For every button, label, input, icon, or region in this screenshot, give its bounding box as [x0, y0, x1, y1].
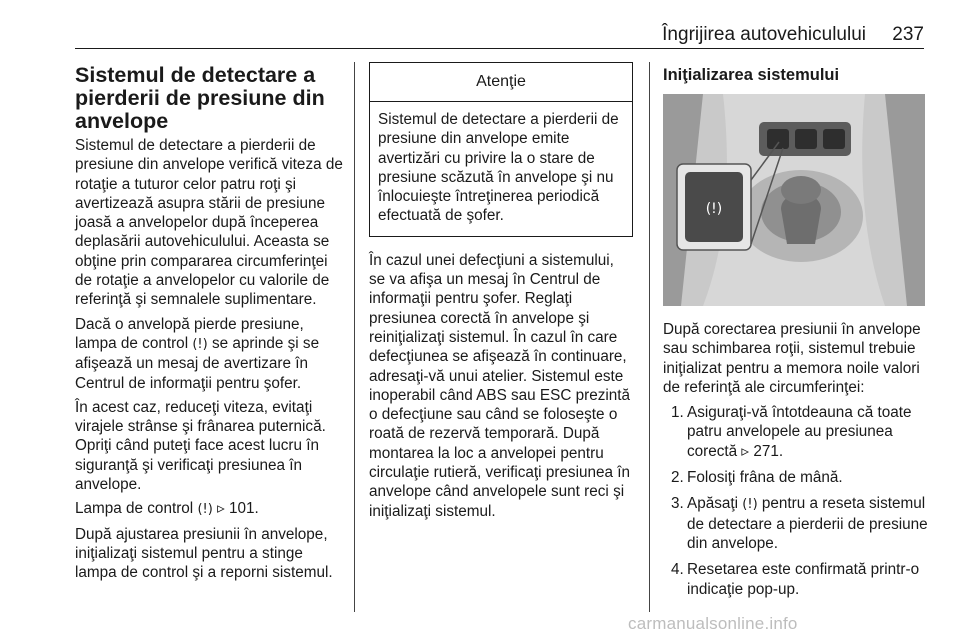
column-divider	[354, 62, 355, 612]
paragraph	[75, 315, 347, 393]
page-reference-link[interactable]: 271.	[753, 442, 784, 460]
list-item	[663, 494, 931, 553]
step-text: Asiguraţi-vă întotdeauna că toate patru anvelopele au presiunea corectă	[687, 404, 912, 460]
paragraph: După ajustarea presiunii în anvelope, iniţializaţi sistemul pentru a stinge lampa de control şi a reporni sistemul.	[75, 525, 333, 582]
paragraph-text: se aprinde şi se afişează un mesaj de avertizare în Centrul de informaţii pentru şofer.	[75, 334, 320, 392]
step-number: 3.	[671, 495, 684, 513]
step-text: Resetarea este confirmată printr-o indicaţie pop-up.	[687, 561, 920, 598]
column-divider	[649, 62, 650, 612]
page-reference-link[interactable]: 101.	[229, 500, 259, 518]
section-heading: Sistemul de detectare a pierderii de presiune din anvelope	[75, 63, 325, 133]
page-reference-icon[interactable]: ▹	[217, 500, 225, 518]
tpms-warning-icon: (!)	[192, 336, 208, 352]
paragraph: În cazul unei defecţiuni a sistemului, se va afişa un mesaj în Centrul de informaţii pentru şofer. Reglaţi presiunea corectă în anvelope şi reiniţializaţi sistemul. În cazul în care defecţiunea se afişează în continuare, adresaţi-vă unui atelier. Sistemul este inoperabil când ABS sau ESC prezintă o defecţiune sau când se foloseşte o roată de rezervă temporară. După montarea la loc a anvelopei pentru circulaţie rutieră, verificaţi presiunea în anvelope când anvelopele sunt reci şi iniţializaţi sistemul.	[369, 251, 631, 520]
paragraph-text: Lampa de control	[75, 500, 194, 518]
page-reference-icon[interactable]: ▹	[741, 442, 750, 460]
column-left	[75, 62, 347, 588]
steps-list	[663, 403, 931, 599]
section-heading: Iniţializarea sistemului	[663, 66, 840, 84]
header-title: Îngrijirea autovehiculului	[662, 24, 866, 45]
page-number: 237	[892, 24, 924, 45]
warning-box	[369, 62, 633, 237]
list-item	[663, 560, 931, 599]
paragraph	[75, 499, 347, 519]
paragraph: În acest caz, reduceţi viteza, evitaţi virajele strânse şi frânarea puternică. Opriţi când puteţi face acest lucru în siguranţă şi verificaţi presiunea în anvelope.	[75, 398, 326, 494]
list-item	[663, 403, 931, 461]
tpms-warning-icon: (!)	[742, 497, 758, 513]
column-middle	[369, 62, 633, 526]
step-number: 2.	[671, 469, 684, 487]
svg-text:(!): (!)	[705, 201, 723, 217]
step-text: Folosiţi frâna de mână.	[687, 469, 843, 487]
tpms-warning-icon: (!)	[197, 502, 213, 518]
step-text: pentru a reseta sistemul de detectare a pierderii de presiune din anvelope.	[687, 495, 928, 552]
step-number: 4.	[671, 561, 684, 579]
column-right	[663, 62, 931, 606]
step-text: Apăsaţi	[687, 495, 739, 513]
paragraph: După corectarea presiunii în anvelope sau schimbarea roţii, sistemul trebuie iniţializat pentru a memora noile valori de referinţă ale circumferinţei:	[663, 321, 921, 396]
paragraph: Sistemul de detectare a pierderii de presiune din anvelope verifică viteza de rotaţie a tuturor celor patru roţi şi avertizează asupra stării de presiune joasă a anvelopelor după începerea deplasării autovehiculului. Aceasta se obţine prin compararea circumferinţei de rotaţie a anvelopelor cu valorile de referinţă şi semnalele suplimentare.	[75, 137, 343, 309]
step-number: 1.	[671, 404, 684, 422]
warning-text: Sistemul de detectare a pierderii de presiune din anvelope emite avertizări cu privire la o stare de presiune scăzută în anvelope şi nu înlocuieşte întreţinerea periodică efectuată de şofer.	[378, 111, 619, 225]
paragraph-text: Dacă o anvelopă pierde presiune, lampa de control	[75, 315, 304, 352]
center-console-illustration	[663, 94, 925, 306]
page-header	[75, 22, 924, 49]
warning-title: Atenţie	[370, 63, 632, 102]
watermark: carmanualsonline.info	[628, 614, 798, 633]
list-item	[663, 468, 931, 487]
